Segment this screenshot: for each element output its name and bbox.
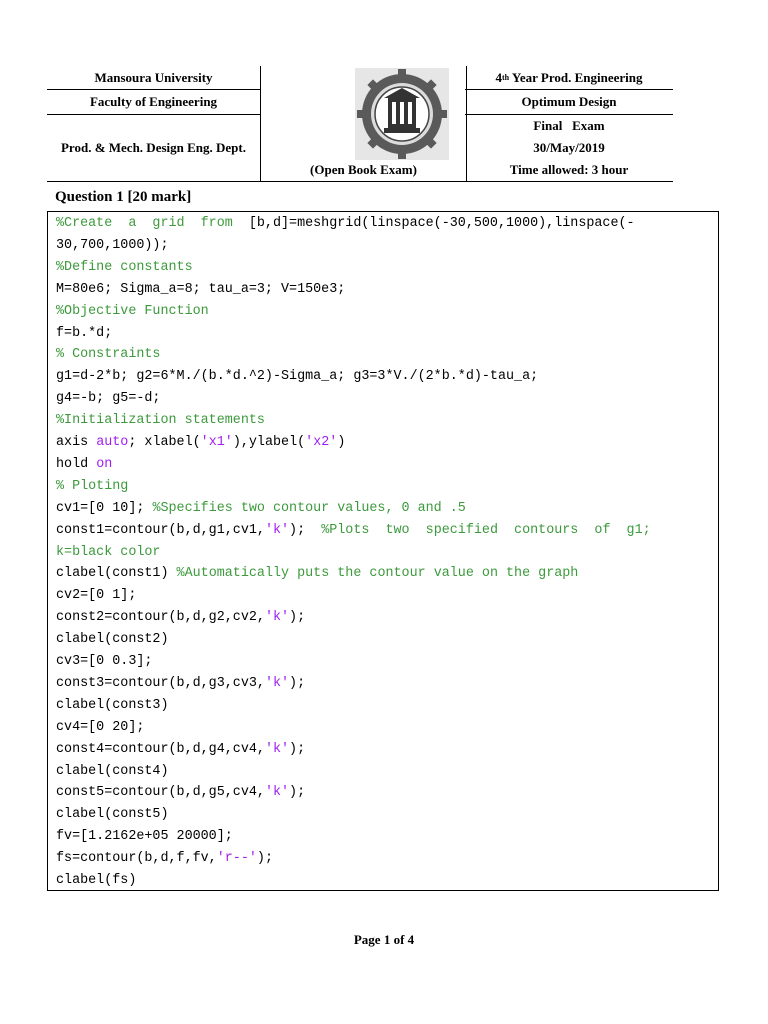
code-text: );	[289, 610, 306, 626]
code-text: const4=contour(b,d,g4,cv4,	[56, 741, 265, 757]
code-text: );	[289, 741, 306, 757]
code-text: const2=contour(b,d,g2,cv2,	[56, 610, 265, 626]
exam-type-label: (Open Book Exam)	[310, 162, 417, 177]
code-line	[56, 235, 710, 257]
code-line	[56, 279, 710, 301]
code-string: 'k'	[264, 741, 290, 757]
code-listing	[47, 211, 719, 891]
code-comment: %Create a grid from	[56, 216, 249, 231]
code-line	[56, 739, 710, 761]
course-name: Optimum Design	[465, 90, 673, 115]
code-comment: % Constraints	[56, 347, 161, 363]
code-comment: % Ploting	[56, 478, 129, 494]
code-comment: k=black color	[56, 544, 161, 560]
header-bottom-rule	[47, 181, 673, 182]
code-line	[56, 454, 710, 476]
code-comment: %Automatically puts the contour value on the graph	[176, 566, 579, 582]
time-allowed: Time allowed: 3 hour	[509, 162, 629, 177]
code-text: clabel(const5)	[56, 807, 169, 823]
header-middle-column	[260, 66, 467, 182]
university-name: Mansoura University	[47, 66, 260, 90]
code-text: fs=contour(b,d,f,fv,	[56, 851, 217, 867]
code-text: const3=contour(b,d,g3,cv3,	[56, 675, 265, 691]
code-line	[56, 695, 710, 717]
code-text: ),ylabel(	[232, 435, 306, 450]
code-line	[56, 213, 710, 235]
code-line	[56, 870, 710, 892]
code-text: const1=contour(b,d,g1,cv1,	[56, 522, 265, 538]
header-left-column	[47, 66, 260, 182]
code-line	[56, 388, 710, 410]
code-line	[56, 761, 710, 783]
question-title: Question 1 [20 mark]	[55, 189, 192, 205]
code-string: auto	[96, 435, 129, 450]
code-text: M=80e6; Sigma_a=8; tau_a=3; V=150e3;	[56, 281, 346, 297]
code-string: 'k'	[264, 675, 290, 691]
code-string: 'x2'	[305, 435, 338, 450]
code-line	[56, 585, 710, 607]
code-line	[56, 498, 710, 520]
header-right-column	[465, 66, 673, 182]
code-line	[56, 410, 710, 432]
page-number: 1	[383, 932, 391, 947]
code-text: clabel(const3)	[56, 697, 169, 713]
code-text: );	[289, 675, 306, 691]
code-text: g4=-b; g5=-d;	[56, 391, 161, 407]
code-text: g1=d-2*b; g2=6*M./(b.*d.^2)-Sigma_a; g3=3*V./(2*b.*d)-tau_a;	[56, 369, 539, 385]
code-line	[56, 651, 710, 673]
code-text: clabel(const2)	[56, 632, 169, 648]
code-text: f=b.*d;	[56, 325, 113, 341]
code-text: );	[289, 522, 322, 538]
code-text: 30,700,1000));	[56, 237, 169, 253]
code-text: cv1=[0 10];	[56, 500, 153, 516]
code-line	[56, 366, 710, 388]
code-text: const5=contour(b,d,g5,cv4,	[56, 785, 265, 801]
code-line	[56, 826, 710, 848]
of-word: of	[393, 932, 405, 947]
code-line	[56, 476, 710, 498]
code-line	[56, 782, 710, 804]
code-line	[56, 344, 710, 366]
code-text: cv2=[0 1];	[56, 588, 137, 604]
page-word: Page	[353, 932, 381, 947]
code-string: on	[96, 456, 113, 472]
code-text: axis	[56, 435, 97, 450]
code-line	[56, 563, 710, 585]
year-number: 4	[495, 69, 502, 85]
page-total: 4	[407, 932, 415, 947]
code-line	[56, 673, 710, 695]
code-line	[56, 717, 710, 739]
code-comment: %Objective Function	[56, 303, 209, 319]
code-comment: %Define constants	[56, 259, 193, 275]
code-line	[56, 629, 710, 651]
code-string: 'x1'	[200, 435, 233, 450]
code-text: clabel(const1)	[56, 566, 177, 582]
page-footer	[0, 932, 768, 948]
code-line	[56, 607, 710, 629]
code-comment: %Specifies two contour values, 0 and .5	[152, 500, 466, 516]
exam-name: Final Exam	[533, 118, 605, 133]
exam-date: 30/May/2019	[533, 140, 605, 155]
code-string: 'k'	[264, 785, 290, 801]
code-text: fv=[1.2162e+05 20000];	[56, 829, 233, 845]
code-text: cv4=[0 20];	[56, 719, 145, 735]
code-text: [b,d]=meshgrid(linspace(-30,500,1000),linspace(-	[248, 216, 635, 231]
code-string: 'k'	[264, 610, 290, 626]
code-text: ; xlabel(	[128, 435, 201, 450]
year-rest: Year Prod. Engineering	[509, 69, 643, 85]
code-text: );	[289, 785, 306, 801]
faculty-name: Faculty of Engineering	[47, 90, 260, 115]
code-line	[56, 432, 710, 454]
code-text: clabel(const4)	[56, 763, 169, 779]
code-text: )	[337, 435, 346, 450]
code-line	[56, 257, 710, 279]
code-text: );	[256, 851, 273, 867]
code-line	[56, 323, 710, 345]
university-seal-logo	[355, 68, 449, 160]
code-string: 'k'	[264, 522, 290, 538]
code-text: hold	[56, 456, 97, 472]
code-line	[56, 520, 710, 542]
department-name: Prod. & Mech. Design Eng. Dept.	[47, 115, 260, 182]
code-text: cv3=[0 0.3];	[56, 654, 153, 669]
code-line	[56, 542, 710, 564]
code-line	[56, 804, 710, 826]
code-line	[56, 848, 710, 870]
year-program: 4 th Year Prod. Engineering	[465, 66, 673, 90]
code-comment: %Initialization statements	[56, 413, 265, 429]
code-text: clabel(fs)	[56, 873, 137, 888]
code-string: 'r--'	[216, 851, 257, 867]
exam-header	[47, 66, 673, 182]
code-comment: %Plots two specified contours of g1;	[321, 522, 651, 538]
code-line	[56, 301, 710, 323]
